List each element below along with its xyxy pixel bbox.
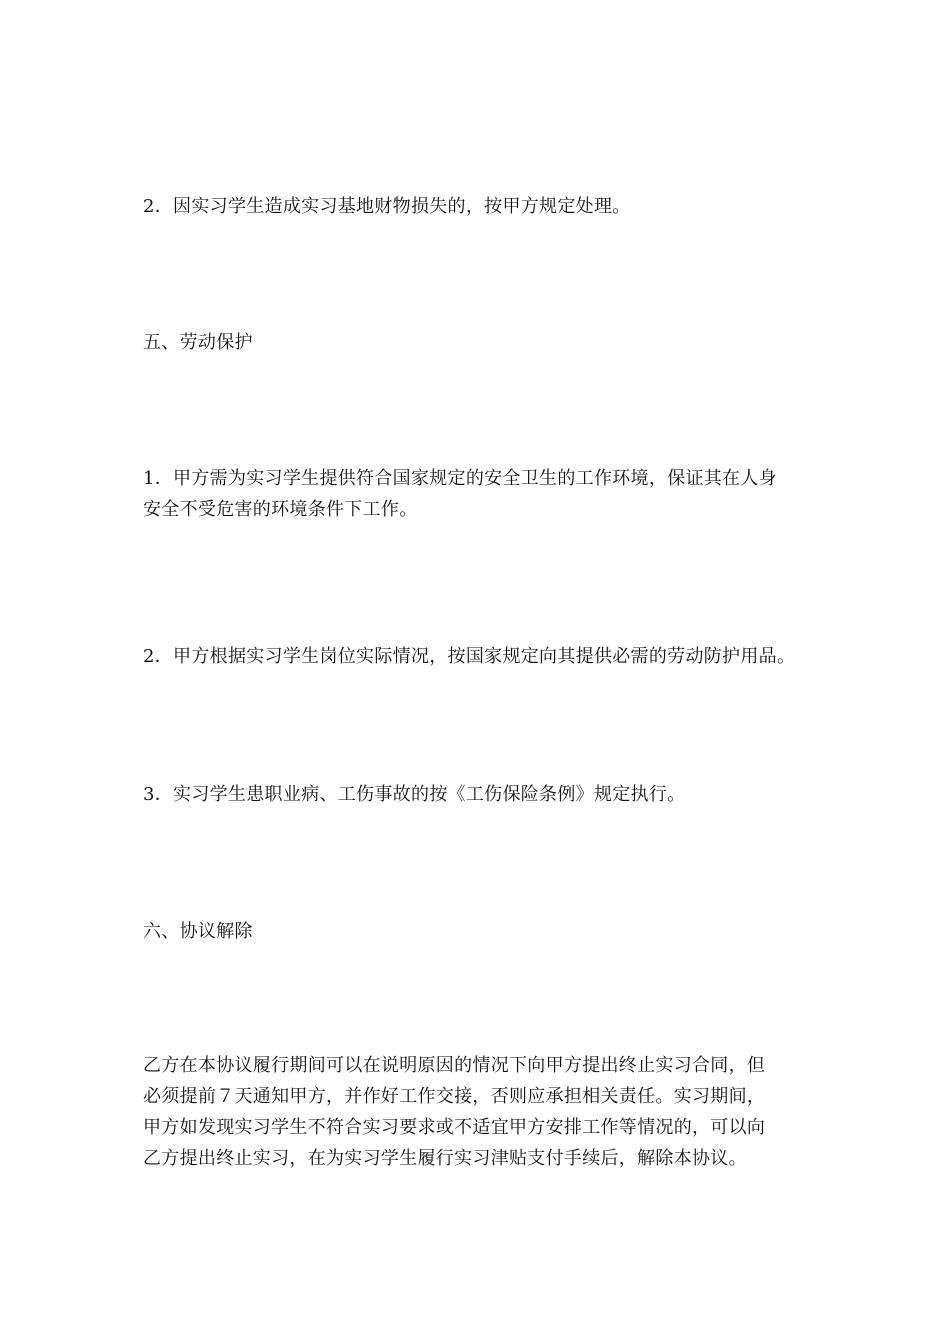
section-6-body [143,1050,823,1174]
section-5-heading: 五、劳动保护 [143,332,253,353]
clause-5-1 [143,463,823,525]
clause-4-2: 2．因实习学生造成实习基地财物损失的，按甲方规定处理。 [143,196,631,217]
clause-5-1-line-1: 1．甲方需为实习学生提供符合国家规定的安全卫生的工作环境，保证其在人身 [143,468,777,489]
clause-5-1-line-2: 安全不受危害的环境条件下工作。 [143,499,418,520]
clause-5-3: 3．实习学生患职业病、工伤事故的按《工伤保险条例》规定执行。 [143,784,686,805]
section-6-line: 乙方提出终止实习，在为实习学生履行实习津贴支付手续后，解除本协议。 [143,1148,747,1169]
clause-5-2: 2．甲方根据实习学生岗位实际情况，按国家规定向其提供必需的劳动防护用品。 [143,646,796,667]
section-6-line: 必须提前７天通知甲方，并作好工作交接，否则应承担相关责任。实习期间， [143,1086,766,1107]
section-6-heading: 六、协议解除 [143,921,253,942]
section-6-line: 乙方在本协议履行期间可以在说明原因的情况下向甲方提出终止实习合同，但 [143,1055,766,1076]
section-6-line: 甲方如发现实习学生不符合实习要求或不适宜甲方安排工作等情况的，可以向 [143,1117,766,1138]
